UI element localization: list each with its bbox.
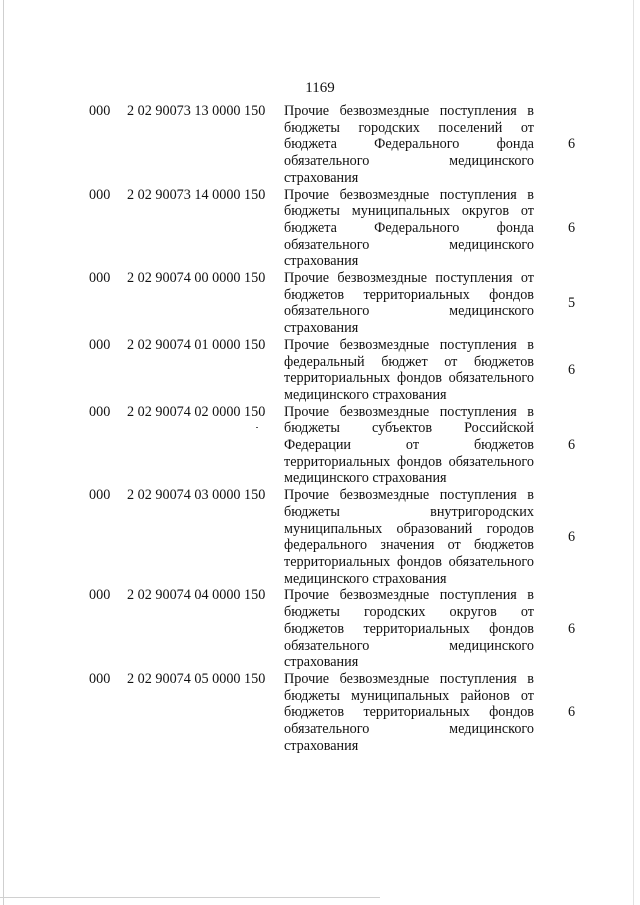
- budget-classification-code: 2 02 90074 02 0000 150: [127, 403, 266, 420]
- description-line: обязательного медицинского: [284, 303, 534, 320]
- table-row: [0, 487, 640, 587]
- row-description: [284, 587, 534, 671]
- admin-code: 000: [89, 487, 111, 504]
- budget-classification-code: 2 02 90074 04 0000 150: [127, 587, 266, 604]
- admin-code: 000: [89, 336, 111, 353]
- admin-code: 000: [89, 186, 111, 203]
- description-line: обязательного медицинского: [284, 637, 534, 654]
- budget-classification-code: 2 02 90073 14 0000 150: [127, 186, 266, 203]
- description-line: территориальных фондов обязательного: [284, 453, 534, 470]
- description-line: Прочие безвозмездные поступления в: [284, 670, 534, 687]
- budget-classification-code: 2 02 90074 01 0000 150: [127, 336, 266, 353]
- description-line: страхования: [284, 320, 359, 337]
- description-line: страхования: [284, 654, 359, 671]
- description-line: бюджеты муниципальных районов от: [284, 687, 534, 704]
- table-row: [0, 187, 640, 271]
- description-line: страхования: [284, 253, 359, 270]
- budget-classification-code: 2 02 90074 00 0000 150: [127, 270, 266, 287]
- admin-code: 000: [89, 670, 111, 687]
- admin-code: 000: [89, 403, 111, 420]
- table-row: [0, 587, 640, 671]
- description-line: Федерации от бюджетов: [284, 437, 534, 454]
- description-line: обязательного медицинского: [284, 236, 534, 253]
- description-line: страхования: [284, 737, 359, 754]
- admin-code: 000: [89, 587, 111, 604]
- description-line: бюджета Федерального фонда: [284, 219, 534, 236]
- budget-classification-code: 2 02 90073 13 0000 150: [127, 103, 266, 119]
- budget-classification-code: 2 02 90074 03 0000 150: [127, 487, 266, 504]
- description-line: Прочие безвозмездные поступления в: [284, 587, 534, 604]
- description-line: бюджета Федерального фонда: [284, 136, 534, 153]
- description-line: бюджеты субъектов Российской: [284, 420, 534, 437]
- description-line: бюджетов территориальных фондов: [284, 286, 534, 303]
- row-description: [284, 487, 534, 587]
- row-description: [284, 337, 534, 404]
- table-row: [0, 404, 640, 488]
- description-line: бюджеты муниципальных округов от: [284, 203, 534, 220]
- description-line: Прочие безвозмездные поступления в: [284, 487, 534, 504]
- description-line: Прочие безвозмездные поступления в: [284, 403, 534, 420]
- description-line: территориальных фондов обязательного: [284, 370, 534, 387]
- description-line: Прочие безвозмездные поступления в: [284, 103, 534, 119]
- page-bottom-edge: [0, 897, 380, 898]
- description-line: медицинского страхования: [284, 386, 447, 403]
- page-number: 1169: [305, 80, 335, 96]
- description-line: страхования: [284, 169, 359, 186]
- description-line: обязательного медицинского: [284, 721, 534, 738]
- row-description: [284, 187, 534, 271]
- description-line: медицинского страхования: [284, 570, 447, 587]
- description-line: бюджеты внутригородских: [284, 503, 534, 520]
- description-line: федеральный бюджет от бюджетов: [284, 353, 534, 370]
- row-description: [284, 404, 534, 488]
- budget-classification-code: 2 02 90074 05 0000 150: [127, 670, 266, 687]
- row-value: 6: [568, 136, 576, 153]
- row-description: [284, 270, 534, 337]
- description-line: муниципальных образований городов: [284, 520, 534, 537]
- row-value: 5: [568, 294, 576, 311]
- table-row: [0, 103, 640, 187]
- row-value: 6: [568, 219, 576, 236]
- row-value: 6: [568, 528, 576, 545]
- row-description: [284, 671, 534, 755]
- budget-code-table: [0, 103, 640, 754]
- description-line: бюджеты городских округов от: [284, 604, 534, 621]
- description-line: федерального значения от бюджетов: [284, 537, 534, 554]
- admin-code: 000: [89, 270, 111, 287]
- row-description: [284, 103, 534, 187]
- description-line: бюджеты городских поселений от: [284, 119, 534, 136]
- table-row: [0, 671, 640, 755]
- description-line: бюджетов территориальных фондов: [284, 704, 534, 721]
- description-line: Прочие безвозмездные поступления в: [284, 336, 534, 353]
- row-value: 6: [568, 704, 576, 721]
- row-value: 6: [568, 620, 576, 637]
- table-row: [0, 337, 640, 404]
- admin-code: 000: [89, 103, 111, 119]
- description-line: Прочие безвозмездные поступления от: [284, 270, 534, 287]
- description-line: медицинского страхования: [284, 470, 447, 487]
- description-line: бюджетов территориальных фондов: [284, 620, 534, 637]
- row-value: 6: [568, 436, 576, 453]
- description-line: территориальных фондов обязательного: [284, 553, 534, 570]
- row-value: 6: [568, 361, 576, 378]
- description-line: обязательного медицинского: [284, 153, 534, 170]
- description-line: Прочие безвозмездные поступления в: [284, 186, 534, 203]
- table-row: [0, 270, 640, 337]
